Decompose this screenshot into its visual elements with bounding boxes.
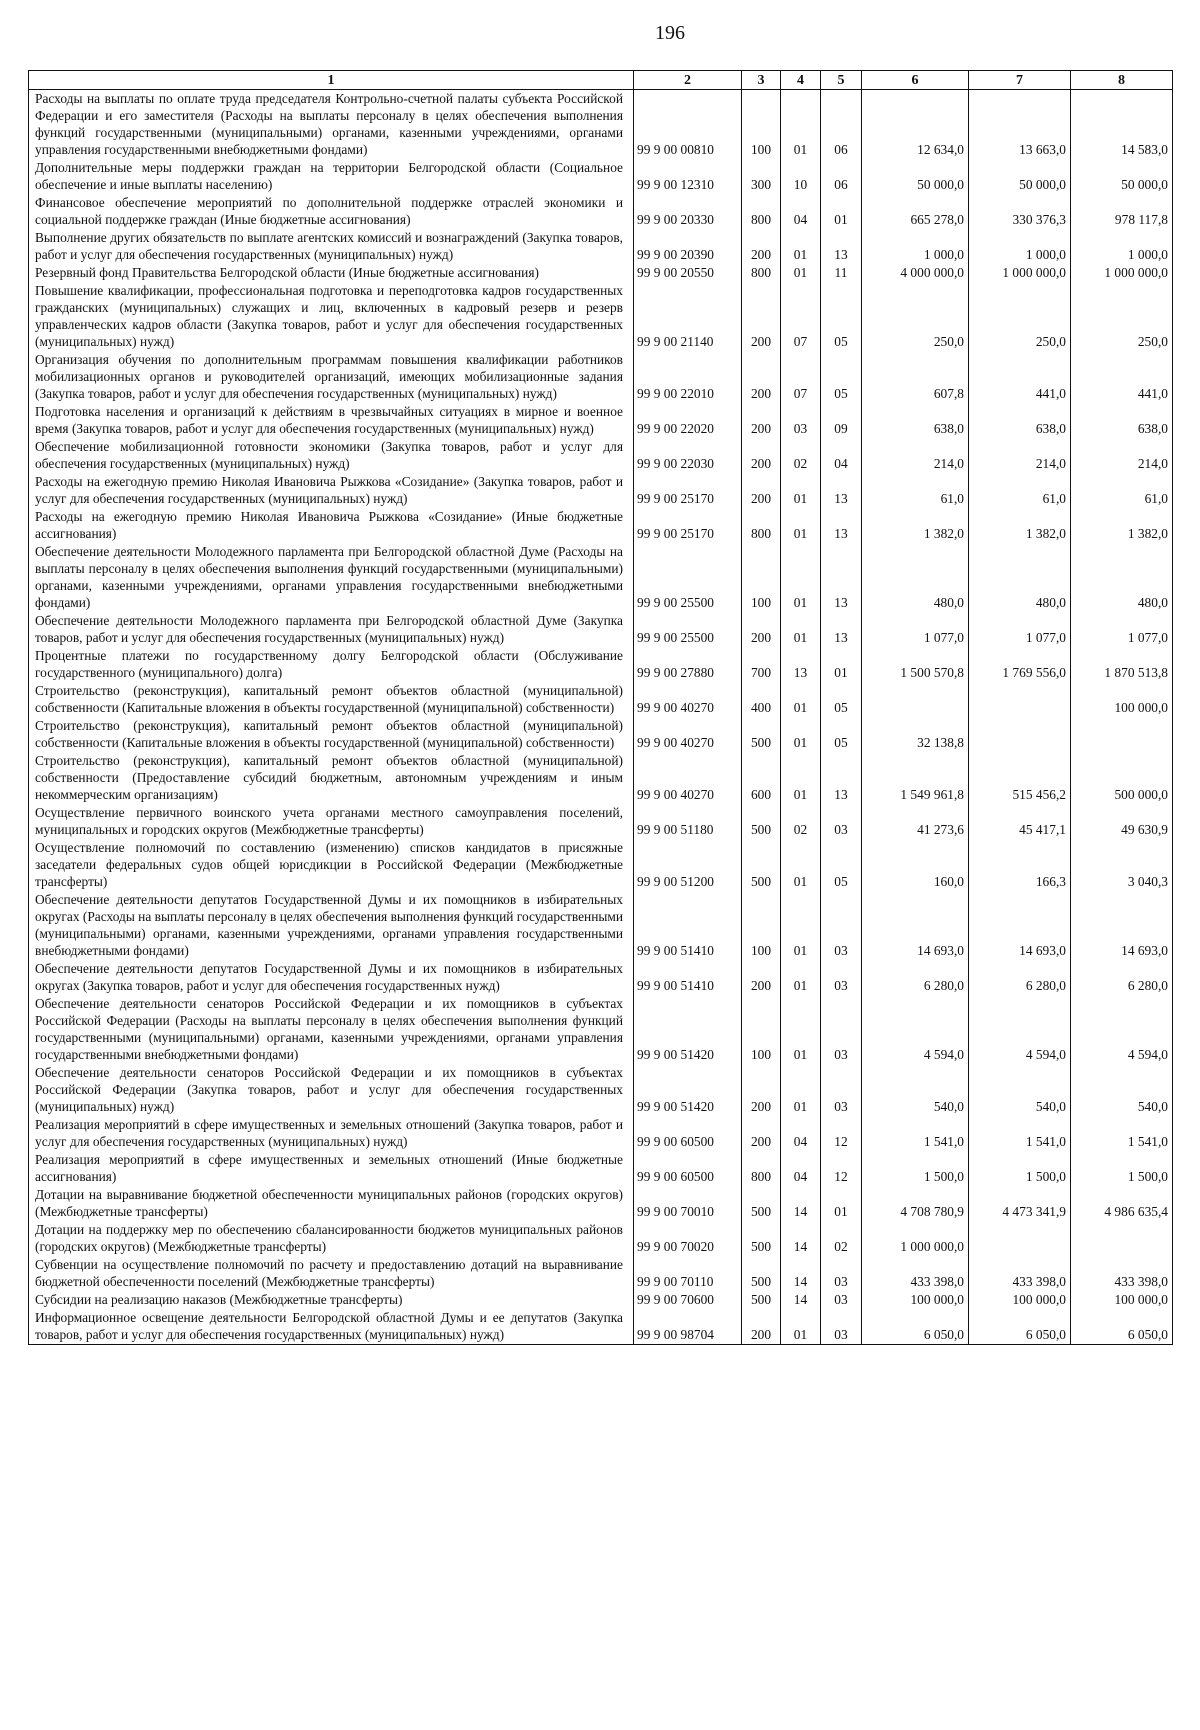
row-amount-col8: 433 398,0	[1071, 1256, 1173, 1291]
row-expense-type: 800	[742, 194, 781, 229]
row-description: Резервный фонд Правительства Белгородской области (Иные бюджетные ассигнования)	[29, 264, 634, 282]
row-amount-col8: 6 280,0	[1071, 960, 1173, 995]
row-amount-col8: 100 000,0	[1071, 682, 1173, 717]
row-target-code: 99 9 00 40270	[634, 717, 742, 752]
row-section: 01	[781, 682, 821, 717]
table-row	[29, 1064, 1173, 1116]
row-amount-col7: 433 398,0	[969, 1256, 1071, 1291]
table-row	[29, 403, 1173, 438]
row-section: 03	[781, 403, 821, 438]
row-description: Строительство (реконструкция), капитальный ремонт объектов областной (муниципальной) собственности (Капитальные вложения в объекты государственной (муниципальной) собственности)	[29, 717, 634, 752]
row-description: Подготовка населения и организаций к действиям в чрезвычайных ситуациях в мирное и военное время (Закупка товаров, работ и услуг для обеспечения государственных (муниципальных) нужд)	[29, 403, 634, 438]
table-row	[29, 1256, 1173, 1291]
row-amount-col6: 4 000 000,0	[862, 264, 969, 282]
row-expense-type: 200	[742, 1064, 781, 1116]
row-description: Процентные платежи по государственному долгу Белгородской области (Обслуживание государственного (муниципального) долга)	[29, 647, 634, 682]
row-amount-col7: 1 382,0	[969, 508, 1071, 543]
row-amount-col8: 6 050,0	[1071, 1309, 1173, 1345]
row-target-code: 99 9 00 51420	[634, 995, 742, 1064]
row-amount-col7: 45 417,1	[969, 804, 1071, 839]
row-target-code: 99 9 00 40270	[634, 752, 742, 804]
row-amount-col6: 1 077,0	[862, 612, 969, 647]
row-amount-col6: 61,0	[862, 473, 969, 508]
row-amount-col6: 480,0	[862, 543, 969, 612]
row-amount-col6: 14 693,0	[862, 891, 969, 960]
row-amount-col6: 1 000 000,0	[862, 1221, 969, 1256]
row-subsection: 13	[821, 612, 862, 647]
row-expense-type: 200	[742, 229, 781, 264]
row-expense-type: 100	[742, 995, 781, 1064]
row-description: Информационное освещение деятельности Белгородской областной Думы и ее депутатов (Закупка товаров, работ и услуг для обеспечения государственных (муниципальных) нужд)	[29, 1309, 634, 1345]
row-amount-col7: 638,0	[969, 403, 1071, 438]
row-subsection: 03	[821, 1309, 862, 1345]
row-description: Расходы на ежегодную премию Николая Ивановича Рыжкова «Созидание» (Иные бюджетные ассигнования)	[29, 508, 634, 543]
row-subsection: 03	[821, 995, 862, 1064]
row-target-code: 99 9 00 25170	[634, 508, 742, 543]
row-subsection: 01	[821, 647, 862, 682]
row-amount-col6: 50 000,0	[862, 159, 969, 194]
row-subsection: 06	[821, 159, 862, 194]
row-subsection: 03	[821, 960, 862, 995]
row-amount-col6: 214,0	[862, 438, 969, 473]
row-target-code: 99 9 00 40270	[634, 682, 742, 717]
row-target-code: 99 9 00 60500	[634, 1151, 742, 1186]
row-subsection: 13	[821, 508, 862, 543]
row-target-code: 99 9 00 25500	[634, 612, 742, 647]
row-description: Расходы на выплаты по оплате труда председателя Контрольно-счетной палаты субъекта Российской Федерации и его заместителя (Расходы на выплаты персоналу в целях обеспечения выполнения функций государственными (муниципальными) органами, казенными учреждениями, органами управления государственными внебюджетными фондами)	[29, 90, 634, 160]
row-target-code: 99 9 00 51420	[634, 1064, 742, 1116]
col-header-6: 6	[862, 71, 969, 90]
row-section: 01	[781, 1309, 821, 1345]
row-expense-type: 500	[742, 1256, 781, 1291]
row-section: 14	[781, 1221, 821, 1256]
row-description: Реализация мероприятий в сфере имущественных и земельных отношений (Закупка товаров, работ и услуг для обеспечения государственных (муниципальных) нужд)	[29, 1116, 634, 1151]
row-target-code: 99 9 00 51200	[634, 839, 742, 891]
table-row	[29, 1221, 1173, 1256]
row-amount-col8: 14 583,0	[1071, 90, 1173, 160]
row-target-code: 99 9 00 51180	[634, 804, 742, 839]
row-subsection: 05	[821, 717, 862, 752]
row-target-code: 99 9 00 70020	[634, 1221, 742, 1256]
row-description: Дотации на поддержку мер по обеспечению сбалансированности бюджетов муниципальных районов (городских округов) (Межбюджетные трансферты)	[29, 1221, 634, 1256]
col-header-5: 5	[821, 71, 862, 90]
row-expense-type: 500	[742, 717, 781, 752]
row-expense-type: 100	[742, 543, 781, 612]
row-expense-type: 100	[742, 90, 781, 160]
row-target-code: 99 9 00 27880	[634, 647, 742, 682]
row-target-code: 99 9 00 70010	[634, 1186, 742, 1221]
row-expense-type: 500	[742, 839, 781, 891]
row-description: Обеспечение деятельности депутатов Государственной Думы и их помощников в избирательных округах (Закупка товаров, работ и услуг для обеспечения государственных нужд)	[29, 960, 634, 995]
row-amount-col8: 1 000 000,0	[1071, 264, 1173, 282]
row-subsection: 12	[821, 1116, 862, 1151]
table-row	[29, 682, 1173, 717]
row-target-code: 99 9 00 21140	[634, 282, 742, 351]
row-description: Обеспечение деятельности Молодежного парламента при Белгородской областной Думе (Закупка товаров, работ и услуг для обеспечения государственных (муниципальных) нужд)	[29, 612, 634, 647]
row-expense-type: 500	[742, 804, 781, 839]
row-target-code: 99 9 00 12310	[634, 159, 742, 194]
row-description: Выполнение других обязательств по выплате агентских комиссий и вознаграждений (Закупка товаров, работ и услуг для обеспечения государственных (муниципальных) нужд)	[29, 229, 634, 264]
row-amount-col7: 13 663,0	[969, 90, 1071, 160]
row-section: 01	[781, 473, 821, 508]
row-amount-col8: 50 000,0	[1071, 159, 1173, 194]
row-target-code: 99 9 00 22010	[634, 351, 742, 403]
row-subsection: 01	[821, 1186, 862, 1221]
row-amount-col7: 1 077,0	[969, 612, 1071, 647]
row-section: 14	[781, 1186, 821, 1221]
row-amount-col8: 480,0	[1071, 543, 1173, 612]
row-description: Обеспечение деятельности депутатов Государственной Думы и их помощников в избирательных округах (Расходы на выплаты персоналу в целях обеспечения выполнения функций государственными (муниципальными) органами, казенными учреждениями, органами управления государственными внебюджетными фондами)	[29, 891, 634, 960]
row-amount-col7: 1 541,0	[969, 1116, 1071, 1151]
row-expense-type: 200	[742, 282, 781, 351]
row-description: Расходы на ежегодную премию Николая Ивановича Рыжкова «Созидание» (Закупка товаров, работ и услуг для обеспечения государственных (муниципальных) нужд)	[29, 473, 634, 508]
row-section: 01	[781, 543, 821, 612]
row-expense-type: 400	[742, 682, 781, 717]
row-amount-col7: 61,0	[969, 473, 1071, 508]
row-amount-col8: 1 541,0	[1071, 1116, 1173, 1151]
row-amount-col7: 100 000,0	[969, 1291, 1071, 1309]
row-section: 01	[781, 508, 821, 543]
row-amount-col8: 1 000,0	[1071, 229, 1173, 264]
row-subsection: 05	[821, 682, 862, 717]
row-target-code: 99 9 00 25170	[634, 473, 742, 508]
row-target-code: 99 9 00 25500	[634, 543, 742, 612]
row-amount-col8: 1 870 513,8	[1071, 647, 1173, 682]
row-amount-col8: 978 117,8	[1071, 194, 1173, 229]
row-target-code: 99 9 00 60500	[634, 1116, 742, 1151]
table-row	[29, 1116, 1173, 1151]
row-amount-col6: 4 594,0	[862, 995, 969, 1064]
row-expense-type: 200	[742, 473, 781, 508]
table-body	[29, 90, 1173, 1345]
row-amount-col8: 61,0	[1071, 473, 1173, 508]
row-amount-col6: 1 000,0	[862, 229, 969, 264]
row-description: Обеспечение деятельности Молодежного парламента при Белгородской областной Думе (Расходы на выплаты персоналу в целях обеспечения выполнения функций государственными (муниципальными) органами, казенными учреждениями, органами управления государственными внебюджетными фондами)	[29, 543, 634, 612]
row-section: 04	[781, 1151, 821, 1186]
row-expense-type: 200	[742, 403, 781, 438]
row-amount-col6: 433 398,0	[862, 1256, 969, 1291]
row-amount-col8: 500 000,0	[1071, 752, 1173, 804]
row-expense-type: 500	[742, 1291, 781, 1309]
table-row	[29, 960, 1173, 995]
table-row	[29, 804, 1173, 839]
row-expense-type: 200	[742, 960, 781, 995]
row-amount-col8: 1 382,0	[1071, 508, 1173, 543]
row-amount-col7: 250,0	[969, 282, 1071, 351]
row-amount-col8: 49 630,9	[1071, 804, 1173, 839]
table-row	[29, 1186, 1173, 1221]
table-row	[29, 1151, 1173, 1186]
row-amount-col7: 4 594,0	[969, 995, 1071, 1064]
row-subsection: 03	[821, 804, 862, 839]
row-amount-col7	[969, 682, 1071, 717]
row-description: Осуществление первичного воинского учета органами местного самоуправления поселений, муниципальных и городских округов (Межбюджетные трансферты)	[29, 804, 634, 839]
row-description: Осуществление полномочий по составлению (изменению) списков кандидатов в присяжные заседатели федеральных судов общей юрисдикции в Российской Федерации (Межбюджетные трансферты)	[29, 839, 634, 891]
col-header-3: 3	[742, 71, 781, 90]
row-amount-col8: 250,0	[1071, 282, 1173, 351]
row-amount-col6: 100 000,0	[862, 1291, 969, 1309]
table-row	[29, 612, 1173, 647]
row-subsection: 01	[821, 194, 862, 229]
col-header-1: 1	[29, 71, 634, 90]
table-row	[29, 1309, 1173, 1345]
table-row	[29, 1291, 1173, 1309]
row-amount-col7	[969, 1221, 1071, 1256]
row-section: 01	[781, 90, 821, 160]
row-description: Финансовое обеспечение мероприятий по дополнительной поддержке отраслей экономики и социальной поддержке граждан (Иные бюджетные ассигнования)	[29, 194, 634, 229]
row-amount-col8: 638,0	[1071, 403, 1173, 438]
row-amount-col8	[1071, 1221, 1173, 1256]
row-expense-type: 800	[742, 508, 781, 543]
row-description: Субвенции на осуществление полномочий по расчету и предоставлению дотаций на выравнивание бюджетной обеспеченности поселений (Межбюджетные трансферты)	[29, 1256, 634, 1291]
row-expense-type: 200	[742, 351, 781, 403]
row-subsection: 03	[821, 1064, 862, 1116]
row-target-code: 99 9 00 22020	[634, 403, 742, 438]
row-amount-col6: 250,0	[862, 282, 969, 351]
row-amount-col7: 1 000 000,0	[969, 264, 1071, 282]
row-section: 10	[781, 159, 821, 194]
row-target-code: 99 9 00 98704	[634, 1309, 742, 1345]
row-target-code: 99 9 00 22030	[634, 438, 742, 473]
row-amount-col7: 6 280,0	[969, 960, 1071, 995]
table-row	[29, 891, 1173, 960]
row-subsection: 13	[821, 543, 862, 612]
row-description: Дотации на выравнивание бюджетной обеспеченности муниципальных районов (городских округов) (Межбюджетные трансферты)	[29, 1186, 634, 1221]
row-subsection: 12	[821, 1151, 862, 1186]
row-expense-type: 600	[742, 752, 781, 804]
row-target-code: 99 9 00 20390	[634, 229, 742, 264]
row-amount-col8: 4 594,0	[1071, 995, 1173, 1064]
row-subsection: 11	[821, 264, 862, 282]
row-expense-type: 200	[742, 1309, 781, 1345]
row-amount-col6: 1 500,0	[862, 1151, 969, 1186]
row-target-code: 99 9 00 00810	[634, 90, 742, 160]
row-amount-col7: 330 376,3	[969, 194, 1071, 229]
row-amount-col7: 6 050,0	[969, 1309, 1071, 1345]
row-amount-col6: 638,0	[862, 403, 969, 438]
row-subsection: 13	[821, 473, 862, 508]
row-expense-type: 800	[742, 1151, 781, 1186]
table-row	[29, 194, 1173, 229]
row-amount-col6: 540,0	[862, 1064, 969, 1116]
row-section: 02	[781, 438, 821, 473]
row-section: 07	[781, 351, 821, 403]
row-description: Обеспечение деятельности сенаторов Российской Федерации и их помощников в субъектах Российской Федерации (Расходы на выплаты персоналу в целях обеспечения выполнения функций государственными (муниципальными) органами, казенными учреждениями, органами управления государственными внебюджетными фондами)	[29, 995, 634, 1064]
table-row	[29, 229, 1173, 264]
row-amount-col6	[862, 682, 969, 717]
row-subsection: 05	[821, 351, 862, 403]
col-header-8: 8	[1071, 71, 1173, 90]
row-amount-col6: 12 634,0	[862, 90, 969, 160]
col-header-4: 4	[781, 71, 821, 90]
row-description: Обеспечение деятельности сенаторов Российской Федерации и их помощников в субъектах Российской Федерации (Закупка товаров, работ и услуг для обеспечения государственных (муниципальных) нужд)	[29, 1064, 634, 1116]
row-description: Дополнительные меры поддержки граждан на территории Белгородской области (Социальное обеспечение и иные выплаты населению)	[29, 159, 634, 194]
row-expense-type: 200	[742, 438, 781, 473]
row-expense-type: 500	[742, 1221, 781, 1256]
table-row	[29, 159, 1173, 194]
row-subsection: 04	[821, 438, 862, 473]
row-subsection: 03	[821, 1291, 862, 1309]
row-amount-col7: 515 456,2	[969, 752, 1071, 804]
row-amount-col6: 607,8	[862, 351, 969, 403]
row-subsection: 03	[821, 1256, 862, 1291]
row-amount-col8: 4 986 635,4	[1071, 1186, 1173, 1221]
row-description: Строительство (реконструкция), капитальный ремонт объектов областной (муниципальной) собственности (Капитальные вложения в объекты государственной (муниципальной) собственности)	[29, 682, 634, 717]
table-row	[29, 351, 1173, 403]
page-number: 196	[655, 22, 685, 44]
row-expense-type: 300	[742, 159, 781, 194]
row-description: Реализация мероприятий в сфере имущественных и земельных отношений (Иные бюджетные ассигнования)	[29, 1151, 634, 1186]
budget-table	[28, 70, 1173, 1345]
row-amount-col6: 6 050,0	[862, 1309, 969, 1345]
row-section: 01	[781, 717, 821, 752]
row-section: 04	[781, 194, 821, 229]
row-amount-col6: 4 708 780,9	[862, 1186, 969, 1221]
row-expense-type: 200	[742, 612, 781, 647]
row-amount-col8: 441,0	[1071, 351, 1173, 403]
col-header-2: 2	[634, 71, 742, 90]
table-row	[29, 473, 1173, 508]
row-amount-col6: 1 549 961,8	[862, 752, 969, 804]
row-amount-col6: 160,0	[862, 839, 969, 891]
row-amount-col6: 1 382,0	[862, 508, 969, 543]
row-amount-col8: 14 693,0	[1071, 891, 1173, 960]
row-amount-col6: 41 273,6	[862, 804, 969, 839]
table-row	[29, 752, 1173, 804]
row-amount-col7: 480,0	[969, 543, 1071, 612]
row-section: 01	[781, 752, 821, 804]
row-amount-col6: 1 541,0	[862, 1116, 969, 1151]
row-amount-col8: 1 077,0	[1071, 612, 1173, 647]
row-amount-col7: 1 769 556,0	[969, 647, 1071, 682]
row-amount-col8: 1 500,0	[1071, 1151, 1173, 1186]
row-amount-col7: 14 693,0	[969, 891, 1071, 960]
row-subsection: 13	[821, 752, 862, 804]
table-row	[29, 90, 1173, 160]
row-amount-col7: 1 500,0	[969, 1151, 1071, 1186]
row-section: 01	[781, 960, 821, 995]
row-section: 01	[781, 1064, 821, 1116]
table-row	[29, 543, 1173, 612]
row-subsection: 09	[821, 403, 862, 438]
row-target-code: 99 9 00 51410	[634, 960, 742, 995]
table-row	[29, 717, 1173, 752]
row-target-code: 99 9 00 70110	[634, 1256, 742, 1291]
row-amount-col6: 6 280,0	[862, 960, 969, 995]
row-amount-col8: 3 040,3	[1071, 839, 1173, 891]
row-description: Субсидии на реализацию наказов (Межбюджетные трансферты)	[29, 1291, 634, 1309]
row-expense-type: 500	[742, 1186, 781, 1221]
row-section: 01	[781, 891, 821, 960]
table-row	[29, 508, 1173, 543]
header-row	[29, 71, 1173, 90]
row-subsection: 05	[821, 839, 862, 891]
row-subsection: 03	[821, 891, 862, 960]
row-amount-col7: 50 000,0	[969, 159, 1071, 194]
row-section: 01	[781, 612, 821, 647]
row-amount-col8: 540,0	[1071, 1064, 1173, 1116]
row-amount-col8: 214,0	[1071, 438, 1173, 473]
row-amount-col7: 214,0	[969, 438, 1071, 473]
row-amount-col8	[1071, 717, 1173, 752]
row-section: 01	[781, 264, 821, 282]
table-row	[29, 839, 1173, 891]
row-amount-col6: 1 500 570,8	[862, 647, 969, 682]
row-amount-col7: 1 000,0	[969, 229, 1071, 264]
row-section: 04	[781, 1116, 821, 1151]
row-description: Повышение квалификации, профессиональная подготовка и переподготовка кадров государственных гражданских (муниципальных) служащих и лиц, включенных в кадровый резерв и резерв управленческих кадров области (Закупка товаров, работ и услуг для обеспечения государственных (муниципальных) нужд)	[29, 282, 634, 351]
table-row	[29, 995, 1173, 1064]
row-subsection: 06	[821, 90, 862, 160]
row-amount-col8: 100 000,0	[1071, 1291, 1173, 1309]
row-amount-col6: 32 138,8	[862, 717, 969, 752]
row-subsection: 05	[821, 282, 862, 351]
row-target-code: 99 9 00 51410	[634, 891, 742, 960]
row-subsection: 02	[821, 1221, 862, 1256]
row-amount-col7: 441,0	[969, 351, 1071, 403]
table-row	[29, 438, 1173, 473]
row-section: 02	[781, 804, 821, 839]
row-expense-type: 700	[742, 647, 781, 682]
row-amount-col6: 665 278,0	[862, 194, 969, 229]
row-expense-type: 100	[742, 891, 781, 960]
row-section: 07	[781, 282, 821, 351]
row-section: 14	[781, 1256, 821, 1291]
row-subsection: 13	[821, 229, 862, 264]
row-description: Строительство (реконструкция), капитальный ремонт объектов областной (муниципальной) собственности (Предоставление субсидий бюджетным, автономным учреждениям и иным некоммерческим организациям)	[29, 752, 634, 804]
row-amount-col7: 166,3	[969, 839, 1071, 891]
row-expense-type: 200	[742, 1116, 781, 1151]
row-description: Организация обучения по дополнительным программам повышения квалификации работников мобилизационных органов и руководителей организаций, имеющих мобилизационные задания (Закупка товаров, работ и услуг для обеспечения государственных (муниципальных) нужд)	[29, 351, 634, 403]
row-amount-col7: 540,0	[969, 1064, 1071, 1116]
row-description: Обеспечение мобилизационной готовности экономики (Закупка товаров, работ и услуг для обеспечения государственных (муниципальных) нужд)	[29, 438, 634, 473]
row-section: 01	[781, 229, 821, 264]
row-section: 14	[781, 1291, 821, 1309]
row-amount-col7	[969, 717, 1071, 752]
row-expense-type: 800	[742, 264, 781, 282]
row-amount-col7: 4 473 341,9	[969, 1186, 1071, 1221]
table-row	[29, 282, 1173, 351]
row-section: 01	[781, 839, 821, 891]
table-row	[29, 264, 1173, 282]
col-header-7: 7	[969, 71, 1071, 90]
table-row	[29, 647, 1173, 682]
row-section: 01	[781, 995, 821, 1064]
row-section: 13	[781, 647, 821, 682]
row-target-code: 99 9 00 20550	[634, 264, 742, 282]
row-target-code: 99 9 00 20330	[634, 194, 742, 229]
row-target-code: 99 9 00 70600	[634, 1291, 742, 1309]
